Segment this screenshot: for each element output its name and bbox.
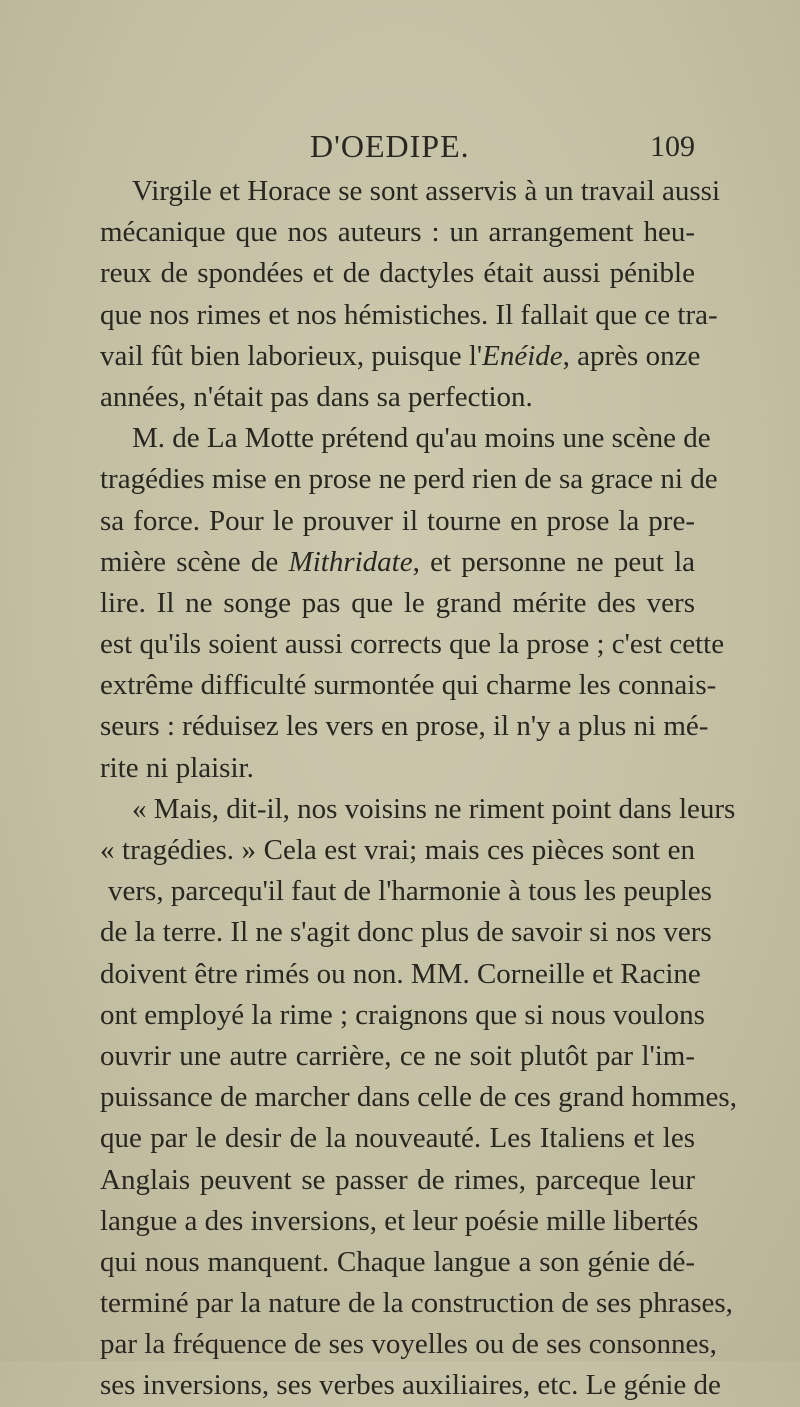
text-line: mécanique que nos auteurs : un arrangement heu- (100, 216, 695, 249)
text-line: ouvrir une autre carrière, ce ne soit plutôt par l'im- (100, 1039, 695, 1072)
text-line: ont employé la rime ; craignons que si nous voulons (100, 998, 705, 1031)
work-title-eneide: Enéide (482, 339, 563, 372)
text-line: de la terre. Il ne s'agit donc plus de savoir si nos vers (100, 916, 712, 949)
text-line: tragédies mise en prose ne perd rien de sa grace ni de (100, 463, 718, 496)
text-line: mière scène de Mithridate, et personne ne peut la (100, 545, 695, 578)
text-line: langue a des inversions, et leur poésie mille libertés (100, 1204, 699, 1237)
work-title-mithridate: Mithridate (288, 545, 413, 578)
text-line: extrême difficulté surmontée qui charme les connais- (100, 669, 717, 702)
paragraph-start: « Mais, dit-il, nos voisins ne riment point dans leurs (132, 792, 736, 825)
text-line: rite ni plaisir. (100, 751, 254, 784)
text-line: seurs : réduisez les vers en prose, il n'y a plus ni mé- (100, 710, 709, 743)
text-line: années, n'était pas dans sa perfection. (100, 380, 533, 413)
text-line: que par le desir de la nouveauté. Les Italiens et les (100, 1122, 695, 1155)
text-line: reux de spondées et de dactyles était aussi pénible (100, 257, 695, 290)
text-line: lire. Il ne songe pas que le grand mérite des vers (100, 586, 695, 619)
body-text (100, 171, 737, 1407)
text-line: vers, parcequ'il faut de l'harmonie à tous les peuples (108, 875, 712, 908)
text-line: que nos rimes et nos hémistiches. Il fallait que ce tra- (100, 298, 718, 331)
text-line: vail fût bien laborieux, puisque l'Enéide, après onze (100, 339, 701, 372)
text-line: ses inversions, ses verbes auxiliaires, etc. Le génie de (100, 1369, 721, 1402)
text-line: puissance de marcher dans celle de ces grand hommes, (100, 1081, 737, 1114)
text-line: sa force. Pour le prouver il tourne en prose la pre- (100, 504, 695, 537)
text-line: Virgile et Horace se sont asservis à un travail aussi (132, 175, 721, 207)
text-line: par la fréquence de ses voyelles ou de ses consonnes, (100, 1328, 717, 1361)
text-line: Anglais peuvent se passer de rimes, parceque leur (100, 1163, 695, 1196)
paragraph-start: M. de La Motte prétend qu'au moins une scène de (132, 422, 711, 455)
text-line: terminé par la nature de la construction de ses phrases, (100, 1287, 733, 1320)
running-head (100, 128, 695, 172)
text-line: « tragédies. » Cela est vrai; mais ces pièces sont en (100, 834, 695, 866)
text-line: doivent être rimés ou non. MM. Corneille et Racine (100, 957, 701, 990)
running-title: D'OEDIPE. (310, 128, 470, 164)
text-line: qui nous manquent. Chaque langue a son génie dé- (100, 1245, 695, 1278)
text-line: est qu'ils soient aussi corrects que la prose ; c'est cette (100, 628, 725, 661)
page-number: 109 (650, 130, 695, 163)
